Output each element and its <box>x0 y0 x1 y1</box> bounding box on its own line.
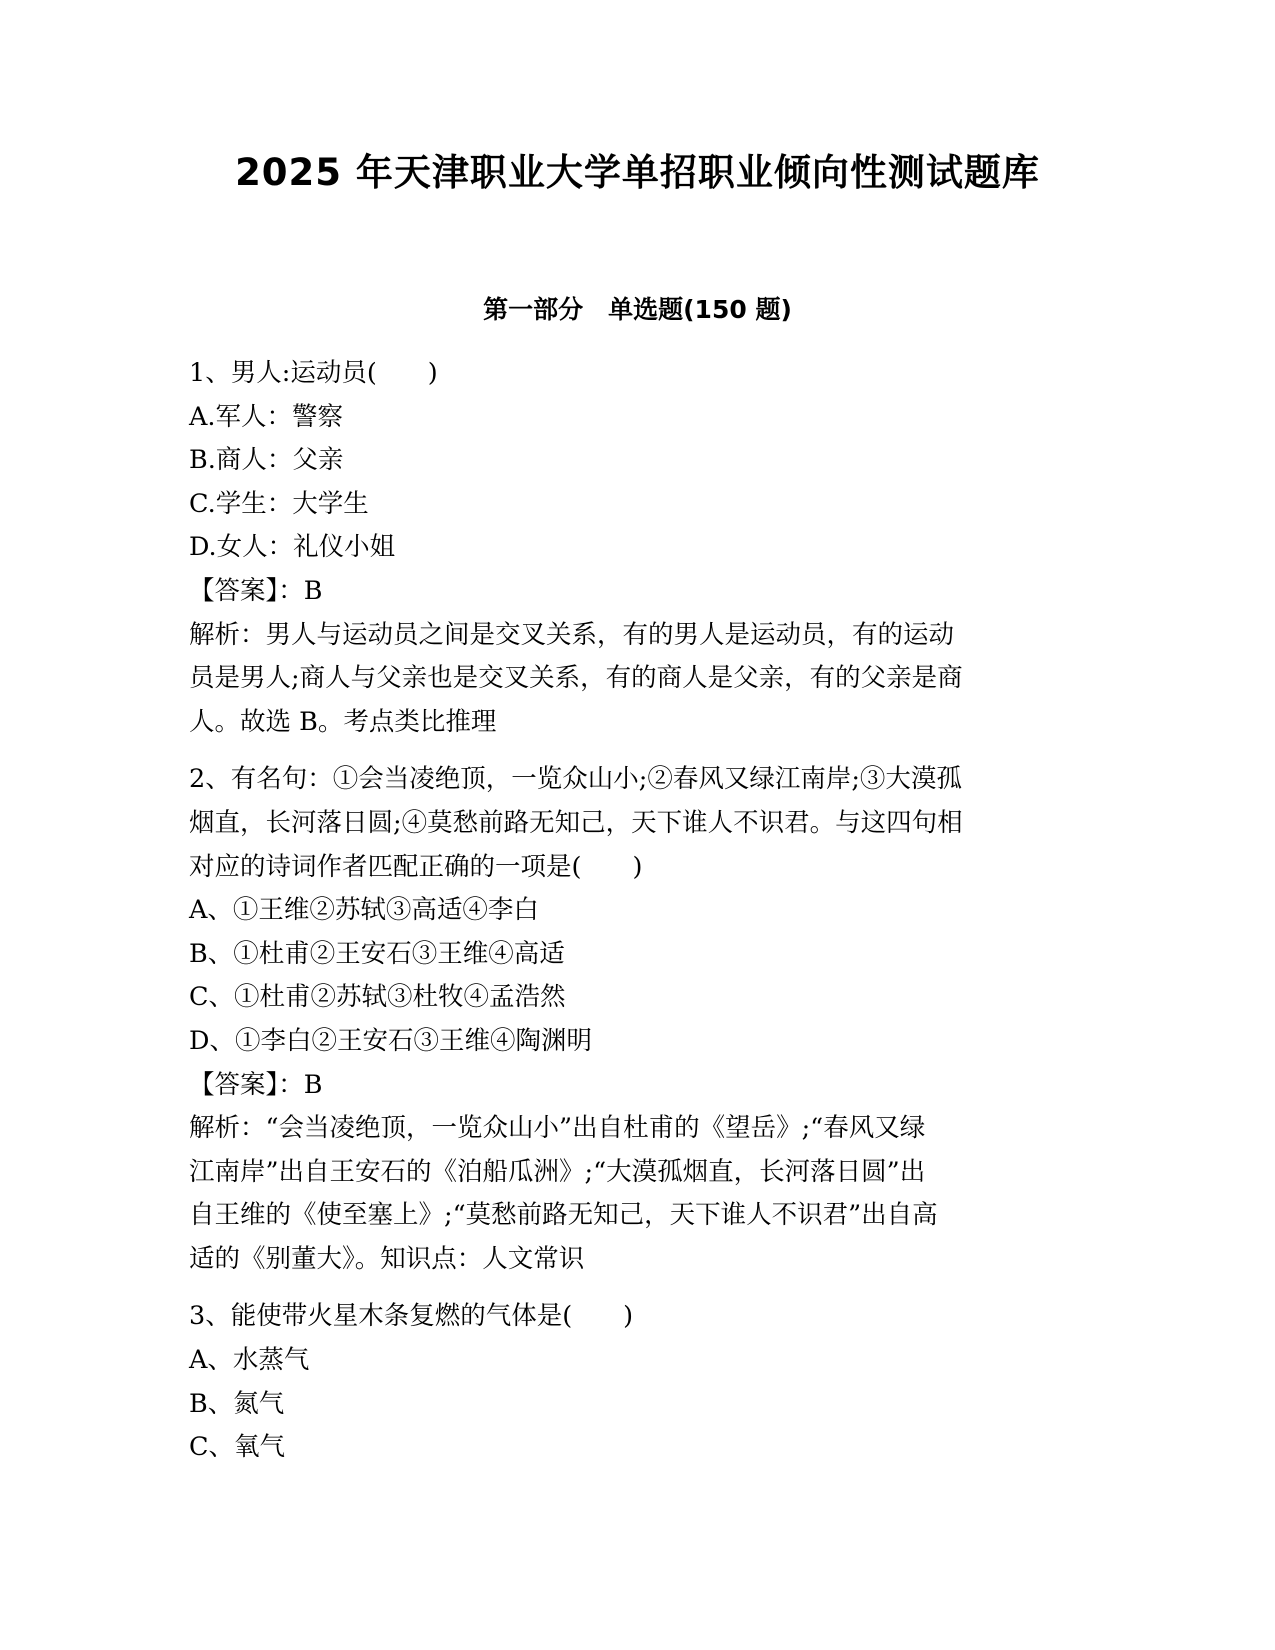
question-stem: 1、男人:运动员( ) <box>189 358 438 388</box>
option-a: A、水蒸气 <box>189 1345 310 1376</box>
explanation-line: 适的《别董大》。知识点：人文常识 <box>189 1243 585 1274</box>
question-1 <box>189 352 1089 744</box>
question-list <box>189 352 1089 1470</box>
question-stem: 烟直，长河落日圆;④莫愁前路无知己，天下谁人不识君。与这四句相 <box>189 807 963 838</box>
answer: 【答案】：B <box>189 1069 323 1100</box>
page-title: 2025 年天津职业大学单招职业倾向性测试题库 <box>235 151 1040 194</box>
question-stem: 3、能使带火星木条复燃的气体是( ) <box>189 1301 634 1332</box>
explanation-line: 员是男人;商人与父亲也是交叉关系，有的商人是父亲，有的父亲是商 <box>189 663 963 694</box>
option-c: C、①杜甫②苏轼③杜牧④孟浩然 <box>189 982 566 1013</box>
question-3 <box>189 1295 1089 1469</box>
option-a: A.军人：警察 <box>189 401 344 432</box>
explanation-line: 自王维的《使至塞上》;“莫愁前路无知己，天下谁人不识君”出自高 <box>189 1200 938 1231</box>
option-d: D.女人：礼仪小姐 <box>189 532 396 563</box>
option-b: B、①杜甫②王安石③王维④高适 <box>189 938 565 969</box>
option-c: C、氧气 <box>189 1432 286 1463</box>
section-heading: 第一部分 单选题(150 题) <box>483 295 792 324</box>
option-b: B.商人：父亲 <box>189 445 344 476</box>
question-stem: 对应的诗词作者匹配正确的一项是( ) <box>189 851 643 882</box>
question-2 <box>189 758 1089 1281</box>
explanation-line: 解析：“会当凌绝顶，一览众山小”出自杜甫的《望岳》;“春风又绿 <box>189 1113 926 1144</box>
explanation-line: 解析：男人与运动员之间是交叉关系，有的男人是运动员，有的运动 <box>189 619 955 650</box>
answer: 【答案】：B <box>189 575 323 606</box>
explanation-line: 人。故选 B。考点类比推理 <box>189 706 497 737</box>
explanation-line: 江南岸”出自王安石的《泊船瓜洲》;“大漠孤烟直，长河落日圆”出 <box>189 1156 926 1187</box>
question-stem: 2、有名句：①会当凌绝顶，一览众山小;②春风又绿江南岸;③大漠孤 <box>189 764 962 795</box>
option-c: C.学生：大学生 <box>189 488 369 519</box>
option-b: B、氮气 <box>189 1388 285 1419</box>
option-d: D、①李白②王安石③王维④陶渊明 <box>189 1025 592 1056</box>
option-a: A、①王维②苏轼③高适④李白 <box>189 895 539 926</box>
